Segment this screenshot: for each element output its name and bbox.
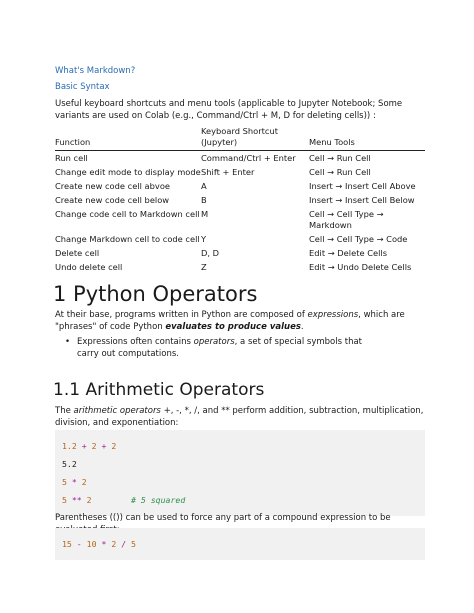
bullet-text: Expressions often contains operators, a set of special symbols that carry out computations. — [77, 337, 363, 359]
arithmetic-paragraph: The arithmetic operators +, -, *, /, and ** perform addition, subtraction, multiplication, division, and exponentiation: — [55, 406, 424, 428]
table-cell: Y — [201, 233, 207, 244]
table-row — [55, 246, 425, 260]
code-block-arithmetic[interactable] — [55, 430, 425, 516]
table-row — [55, 260, 425, 274]
table-cell: Change Markdown cell to code cell — [55, 233, 200, 244]
table-cell: Cell → Cell Type → Markdown — [309, 208, 384, 230]
table-cell: Cell → Cell Type → Code — [309, 233, 408, 244]
table-cell: Run cell — [55, 152, 88, 163]
table-cell: D, D — [201, 247, 220, 258]
code-line: 1.2 + 2 + 2 — [62, 441, 117, 451]
table-cell: Edit → Undo Delete Cells — [309, 261, 412, 272]
section-heading-arithmetic-operators: 1.1 Arithmetic Operators — [53, 380, 265, 400]
bullet-item — [55, 336, 425, 360]
table-row — [55, 165, 425, 179]
code-line: 5 * 2 — [62, 477, 87, 487]
link-basic-syntax[interactable]: Basic Syntax — [55, 82, 110, 92]
shortcuts-table — [55, 126, 425, 274]
bullet-dot: • — [65, 337, 71, 347]
table-cell: Delete cell — [55, 247, 100, 258]
code-output-line: 5.2 — [62, 459, 77, 469]
table-cell: Insert → Insert Cell Below — [309, 194, 415, 205]
table-row — [55, 179, 425, 193]
table-cell: Change code cell to Markdown cell — [55, 208, 200, 219]
intro-paragraph: Useful keyboard shortcuts and menu tools (applicable to Jupyter Notebook; Some variants are used on Colab (e.g., Command/Ctrl + M, D for deleting cells)) : — [55, 99, 403, 121]
header-menu-tools: Menu Tools — [309, 126, 425, 151]
table-cell: M — [201, 208, 209, 219]
header-function: Function — [55, 126, 201, 151]
table-cell: Command/Ctrl + Enter — [201, 152, 296, 163]
table-row — [55, 193, 425, 207]
table-cell: Insert → Insert Cell Above — [309, 180, 416, 191]
code-line: 15 - 10 * 2 / 5 — [62, 539, 136, 549]
table-cell: Edit → Delete Cells — [309, 247, 388, 258]
table-cell: Create new code cell below — [55, 194, 170, 205]
code-line: 5 ** 2 # 5 squared — [62, 495, 186, 505]
table-cell: Z — [201, 261, 207, 272]
table-cell: Change edit mode to display mode — [55, 166, 201, 177]
header-keyboard-shortcut: Keyboard Shortcut (Jupyter) — [201, 126, 309, 151]
section-heading-python-operators: 1 Python Operators — [53, 282, 258, 306]
table-cell: Create new code cell abvoe — [55, 180, 170, 191]
table-row — [55, 232, 425, 246]
table-cell: Cell → Run Cell — [309, 152, 371, 163]
table-row — [55, 207, 425, 232]
table-cell: A — [201, 180, 207, 191]
table-cell: B — [201, 194, 207, 205]
table-row — [55, 151, 425, 166]
parentheses-paragraph: Parentheses (()) can be used to force any part of a compound expression to be — [55, 513, 391, 523]
code-block-precedence[interactable] — [55, 528, 425, 560]
table-cell: Undo delete cell — [55, 261, 123, 272]
table-cell: Shift + Enter — [201, 166, 255, 177]
link-whats-markdown[interactable]: What's Markdown? — [55, 66, 136, 76]
section1-paragraph: At their base, programs written in Python are composed of expressions, which are "phrases" of code Python evaluates to produce values. — [55, 310, 405, 332]
table-header-row — [55, 126, 425, 151]
table-cell: Cell → Run Cell — [309, 166, 371, 177]
